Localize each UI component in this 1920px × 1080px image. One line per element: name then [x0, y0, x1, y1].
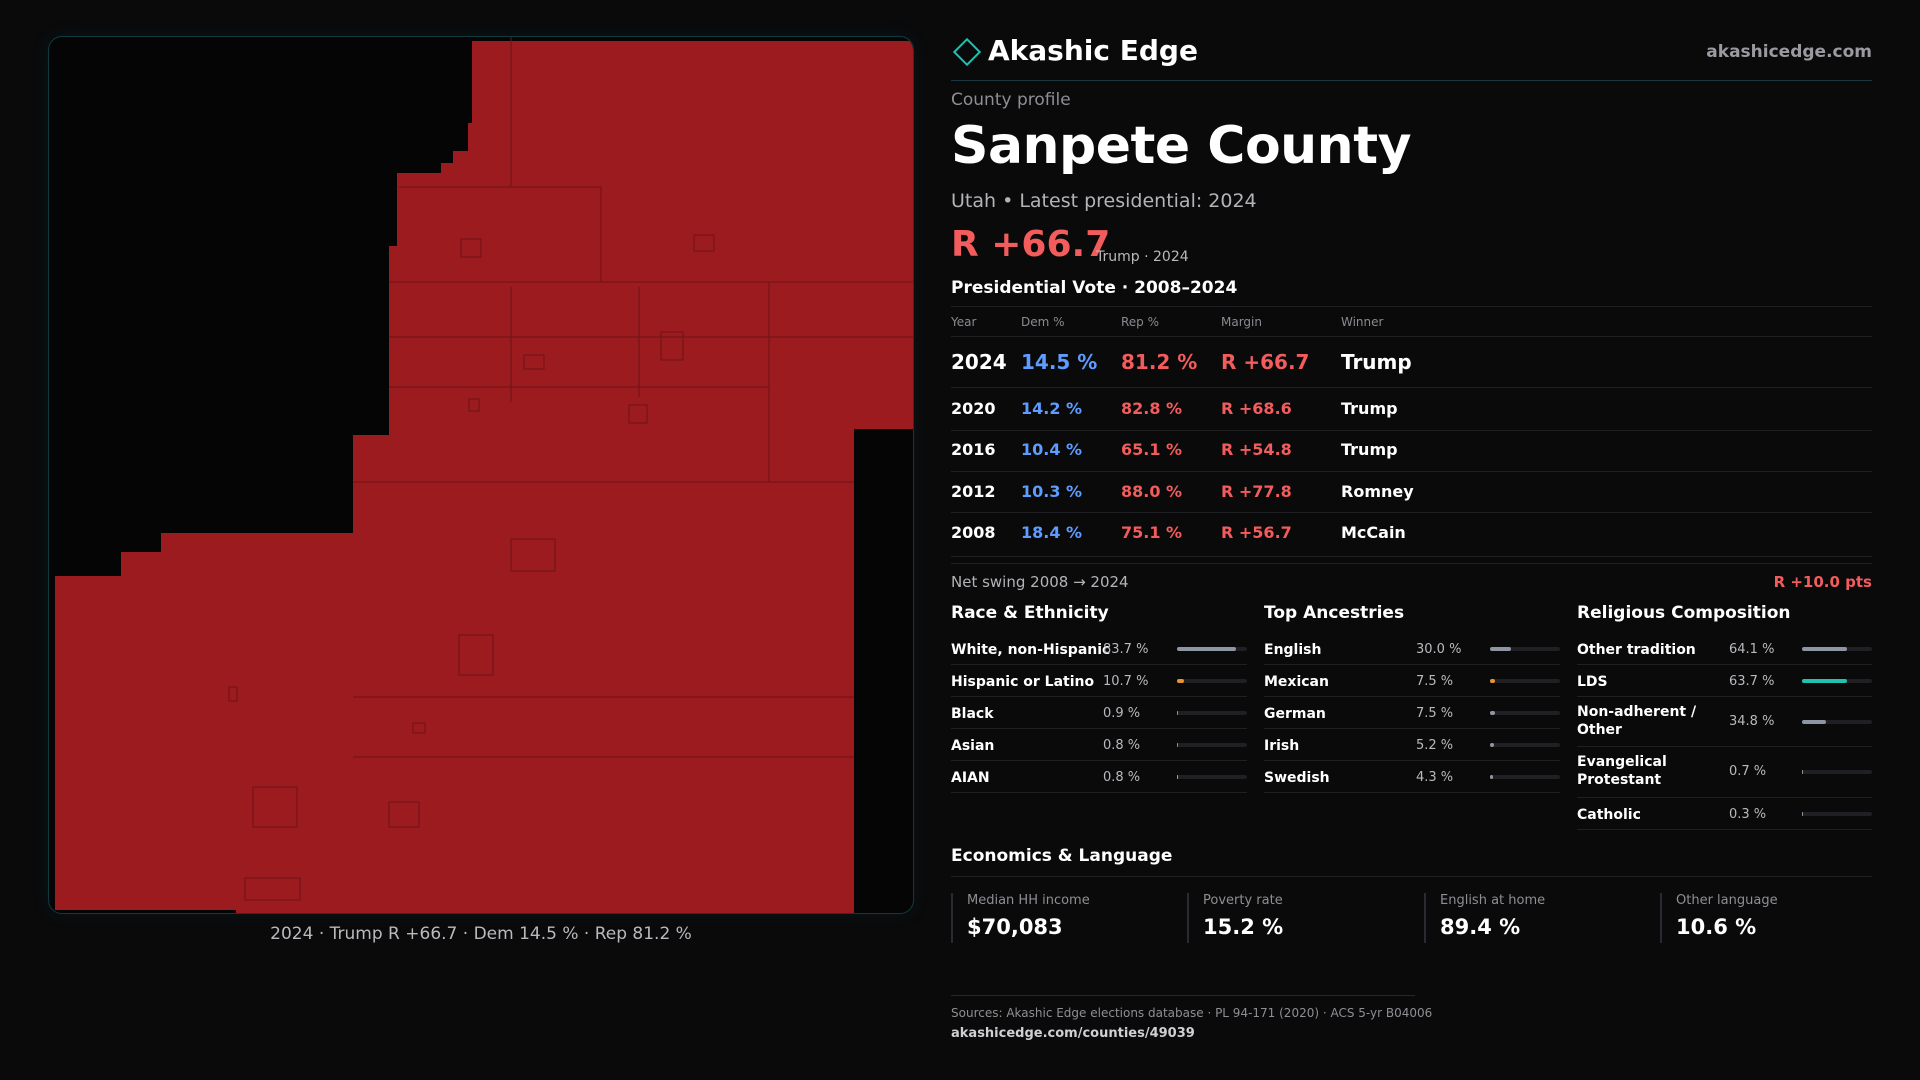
table-divider [951, 336, 1872, 337]
sources-text: Sources: Akashic Edge elections database · PL 94-171 (2020) · ACS 5-yr B04006 [951, 1006, 1433, 1020]
bar-fill [1490, 711, 1495, 715]
bar-fill [1802, 679, 1847, 683]
margin-cell: R +77.8 [1221, 482, 1292, 501]
year-cell: 2008 [951, 523, 996, 542]
county-profile-panel [951, 0, 1872, 1080]
footer-divider [951, 995, 1415, 996]
stat-value: 10.6 % [1676, 915, 1757, 939]
winner-cell: McCain [1341, 523, 1406, 542]
brand-site-link[interactable]: akashicedge.com [1706, 42, 1872, 62]
bar-fill [1490, 743, 1494, 747]
county-subtitle: Utah • Latest presidential: 2024 [951, 190, 1257, 212]
religion-row [1577, 697, 1872, 747]
year-cell: 2020 [951, 399, 996, 418]
row-value: 63.7 % [1729, 674, 1775, 689]
bar-track [1802, 647, 1872, 651]
latest-margin-note: Trump · 2024 [1096, 249, 1189, 265]
religion-row [1577, 633, 1872, 665]
stat-value: 15.2 % [1203, 915, 1284, 939]
ancestry-title: Top Ancestries [1264, 603, 1405, 623]
margin-cell: R +68.6 [1221, 399, 1292, 418]
latest-margin: R +66.7 [951, 224, 1111, 265]
row-label: Asian [951, 738, 995, 754]
stat-english-at-home [1424, 893, 1644, 943]
stat-median-income [951, 893, 1171, 943]
row-value: 7.5 % [1416, 674, 1454, 689]
row-value: 0.8 % [1103, 770, 1141, 785]
header-margin: Margin [1221, 315, 1262, 329]
table-divider [951, 512, 1872, 513]
bar-track [1802, 812, 1872, 816]
rep-cell: 65.1 % [1121, 440, 1183, 459]
row-label: Black [951, 706, 994, 722]
bar-track [1177, 743, 1247, 747]
rep-cell: 82.8 % [1121, 399, 1183, 418]
row-value: 4.3 % [1416, 770, 1454, 785]
map-caption: 2024 · Trump R +66.7 · Dem 14.5 % · Rep 81.2 % [270, 924, 692, 944]
bar-fill [1802, 770, 1803, 774]
bar-track [1177, 647, 1247, 651]
table-divider [951, 306, 1872, 307]
table-divider [951, 430, 1872, 431]
race-title: Race & Ethnicity [951, 603, 1109, 623]
bar-track [1490, 743, 1560, 747]
bar-track [1177, 711, 1247, 715]
year-cell: 2016 [951, 440, 996, 459]
row-label: Non-adherent / Other [1577, 704, 1697, 738]
race-row [951, 729, 1247, 761]
net-swing-label: Net swing 2008 → 2024 [951, 573, 1129, 591]
winner-cell: Trump [1341, 399, 1398, 418]
bar-fill [1802, 647, 1847, 651]
bar-track [1177, 679, 1247, 683]
row-value: 0.8 % [1103, 738, 1141, 753]
vote-table-title: Presidential Vote · 2008–2024 [951, 278, 1238, 298]
religion-title: Religious Composition [1577, 603, 1791, 623]
ancestry-row [1264, 633, 1560, 665]
ancestry-row [1264, 761, 1560, 793]
rep-cell: 75.1 % [1121, 523, 1183, 542]
ancestry-row [1264, 665, 1560, 697]
row-label: Catholic [1577, 807, 1641, 823]
bar-fill [1490, 647, 1511, 651]
row-value: 0.3 % [1729, 807, 1767, 822]
winner-cell: Trump [1341, 440, 1398, 459]
rep-cell: 81.2 % [1121, 350, 1198, 374]
ancestry-row [1264, 729, 1560, 761]
bar-fill [1490, 775, 1493, 779]
row-value: 0.9 % [1103, 706, 1141, 721]
row-label: White, non-Hispanic [951, 642, 1111, 658]
stat-value: $70,083 [967, 915, 1063, 939]
table-divider [951, 563, 1872, 564]
row-label: Other tradition [1577, 642, 1696, 658]
dem-cell: 10.4 % [1021, 440, 1083, 459]
row-value: 34.8 % [1729, 714, 1775, 729]
race-row [951, 697, 1247, 729]
year-cell: 2024 [951, 350, 1007, 374]
bar-fill [1177, 775, 1178, 779]
race-row [951, 665, 1247, 697]
bar-track [1490, 647, 1560, 651]
dem-cell: 18.4 % [1021, 523, 1083, 542]
year-cell: 2012 [951, 482, 996, 501]
brand-name[interactable]: Akashic Edge [988, 34, 1198, 67]
dem-cell: 14.2 % [1021, 399, 1083, 418]
stat-label: English at home [1440, 893, 1546, 908]
economics-divider [951, 876, 1872, 877]
row-label: German [1264, 706, 1326, 722]
ancestry-row [1264, 697, 1560, 729]
religion-row [1577, 665, 1872, 697]
bar-fill [1177, 679, 1184, 683]
bar-track [1177, 775, 1247, 779]
stat-other-language [1660, 893, 1880, 943]
stat-label: Other language [1676, 893, 1778, 908]
race-row [951, 633, 1247, 665]
row-value: 5.2 % [1416, 738, 1454, 753]
row-value: 30.0 % [1416, 642, 1462, 657]
brand-header [951, 32, 1872, 76]
table-divider [951, 471, 1872, 472]
bar-fill [1802, 720, 1826, 724]
row-label: LDS [1577, 674, 1608, 690]
bar-track [1490, 711, 1560, 715]
county-shape[interactable] [55, 41, 913, 913]
winner-cell: Romney [1341, 482, 1414, 501]
header-rep: Rep % [1121, 315, 1160, 329]
row-label: AIAN [951, 770, 990, 786]
dem-cell: 14.5 % [1021, 350, 1098, 374]
margin-cell: R +66.7 [1221, 350, 1310, 374]
table-divider [951, 387, 1872, 388]
bar-fill [1177, 711, 1178, 715]
bar-fill [1177, 647, 1236, 651]
bar-track [1802, 679, 1872, 683]
winner-cell: Trump [1341, 350, 1412, 374]
county-map[interactable] [48, 36, 914, 914]
stat-label: Median HH income [967, 893, 1090, 908]
header-dem: Dem % [1021, 315, 1065, 329]
row-value: 83.7 % [1103, 642, 1149, 657]
rep-cell: 88.0 % [1121, 482, 1183, 501]
row-value: 7.5 % [1416, 706, 1454, 721]
bar-track [1490, 679, 1560, 683]
race-row [951, 761, 1247, 793]
profile-kicker: County profile [951, 90, 1071, 110]
county-map-svg [49, 37, 914, 914]
bar-track [1490, 775, 1560, 779]
religion-row [1577, 747, 1872, 798]
county-page-link[interactable]: akashicedge.com/counties/49039 [951, 1026, 1195, 1041]
bar-fill [1177, 743, 1178, 747]
bar-fill [1490, 679, 1495, 683]
row-value: 10.7 % [1103, 674, 1149, 689]
header-winner: Winner [1341, 315, 1384, 329]
diamond-logo-icon [953, 38, 981, 66]
stat-poverty-rate [1187, 893, 1407, 943]
bar-track [1802, 720, 1872, 724]
stat-label: Poverty rate [1203, 893, 1283, 908]
row-label: Evangelical Protestant [1577, 754, 1667, 788]
row-label: Irish [1264, 738, 1300, 754]
economics-title: Economics & Language [951, 846, 1173, 866]
margin-cell: R +54.8 [1221, 440, 1292, 459]
margin-cell: R +56.7 [1221, 523, 1292, 542]
religion-row [1577, 798, 1872, 830]
row-label: English [1264, 642, 1322, 658]
row-value: 64.1 % [1729, 642, 1775, 657]
bar-track [1802, 770, 1872, 774]
header-year: Year [951, 315, 977, 329]
row-label: Swedish [1264, 770, 1330, 786]
row-label: Hispanic or Latino [951, 674, 1095, 690]
stat-value: 89.4 % [1440, 915, 1521, 939]
net-swing-value: R +10.0 pts [1773, 573, 1872, 591]
header-divider [951, 80, 1872, 81]
row-label: Mexican [1264, 674, 1329, 690]
table-divider [951, 556, 1872, 557]
bar-fill [1802, 812, 1803, 816]
dem-cell: 10.3 % [1021, 482, 1083, 501]
row-value: 0.7 % [1729, 764, 1767, 779]
county-title: Sanpete County [951, 116, 1411, 176]
